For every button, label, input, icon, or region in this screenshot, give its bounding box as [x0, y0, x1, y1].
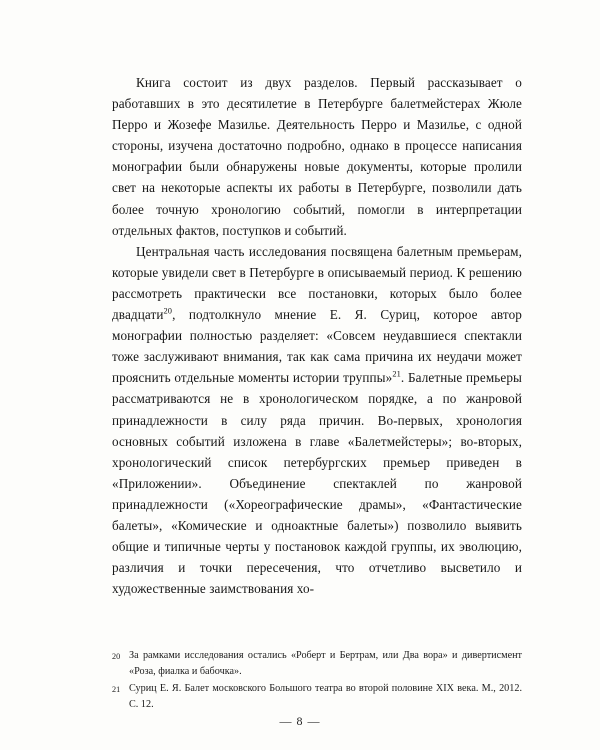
paragraph-2 [112, 241, 522, 600]
paragraph-2-part-2: , подтолкнуло мнение Е. Я. Суриц, которое автор монографии полностью разделяет: «Совсем неудавшиеся спектакли тоже заслуживают внимания, так как сама причина их неудачи может прояснить отдельные моменты истории труппы» [112, 307, 522, 386]
footnotes-section [112, 648, 522, 714]
footnote-ref-20[interactable]: 20 [163, 306, 173, 316]
page-body [112, 72, 522, 599]
footnote-item [112, 681, 522, 712]
footnote-ref-21[interactable]: 21 [392, 369, 401, 379]
footnote-number: 21 [112, 685, 121, 694]
paragraph-2-part-3: . Балетные премьеры рассматриваются не в хронологическом порядке, а по жанровой принадлежности в силу ряда причин. Во-первых, хронология основных событий изложена в главе «Балетмейстеры»; во-вторых, хронологический список петербургских премьер приведен в «Приложении». Объединение спектаклей по жанровой принадлежности («Хореографические драмы», «Фантастические балеты», «Комические и одноактные балеты») позволило выявить общие и типичные черты у постановок каждой группы, их эволюцию, различия и точки пересечения, что отчетливо высветило и художественные заимствования хо- [112, 370, 522, 597]
paragraph-1: Книга состоит из двух разделов. Первый рассказывает о работавших в это десятилетие в Петербурге балетмейстерах Жюле Перро и Жозефе Мазилье. Деятельность Перро и Мазилье, с одной стороны, изучена достаточно подробно, однако в процессе написания монографии были обнаружены новые документы, которые пролили свет на некоторые аспекты их работы в Петербурге, позволили дать более точную хронологию событий, помогли в интерпретации отдельных фактов, поступков и событий. [112, 75, 522, 238]
paragraph-2-part-1: Центральная часть исследования посвящена балетным премьерам, которые увидели свет в Петербурге в описываемый период. К решению рассмотреть практически все постановки, которых было более двадцати [112, 243, 522, 323]
footnote-text: Суриц Е. Я. Балет московского Большого театра во второй половине XIX века. М., 2012. С. 12. [129, 683, 522, 710]
footnote-number: 20 [112, 652, 121, 661]
footnote-text: За рамками исследования остались «Роберт и Бертрам, или Два вора» и дивертисмент «Роза, фиалка и бабочка». [129, 650, 522, 677]
footnote-item [112, 648, 522, 679]
page-number: — 8 — [279, 714, 321, 728]
